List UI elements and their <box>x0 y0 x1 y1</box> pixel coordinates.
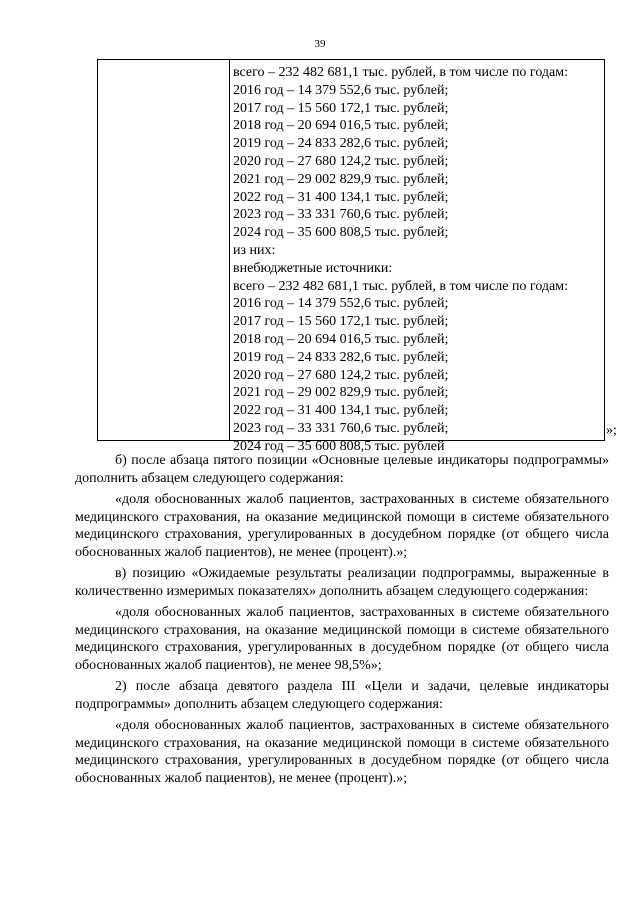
paragraph: б) после абзаца пятого позиции «Основные целевые индикаторы подпрограммы» дополнить абзацем следующего содержания: <box>75 453 609 486</box>
funding-line: из них: <box>233 242 276 258</box>
funding-line: 2016 год – 14 379 552,6 тыс. рублей; <box>233 82 449 98</box>
table-closing-quote: »; <box>606 423 617 438</box>
funding-line: 2017 год – 15 560 172,1 тыс. рублей; <box>233 100 449 116</box>
paragraph: «доля обоснованных жалоб пациентов, застрахованных в системе обязательного медицинского страхования, на оказание медицинской помощи в системе обязательного медицинского страхования, урегулированных в досудебном порядке (от общего числа обоснованных жалоб пациентов), не менее 98,5%»; <box>75 605 609 673</box>
funding-line: 2021 год – 29 002 829,9 тыс. рублей; <box>233 385 449 401</box>
funding-line: 2023 год – 33 331 760,6 тыс. рублей; <box>233 207 449 223</box>
funding-line: 2021 год – 29 002 829,9 тыс. рублей; <box>233 171 449 187</box>
paragraph: в) позицию «Ожидаемые результаты реализации подпрограммы, выраженные в количественно измеримых показателях» дополнить абзацем следующего содержания: <box>75 566 609 599</box>
funding-line: 2024 год – 35 600 808,5 тыс. рублей <box>233 438 445 454</box>
funding-line: внебюджетные источники: <box>233 260 393 276</box>
funding-line: 2020 год – 27 680 124,2 тыс. рублей; <box>233 153 449 169</box>
paragraph: «доля обоснованных жалоб пациентов, застрахованных в системе обязательного медицинского страхования, на оказание медицинской помощи в системе обязательного медицинского страхования, урегулированных в досудебном порядке (от общего числа обоснованных жалоб пациентов), не менее (процент).»; <box>75 718 609 786</box>
document-body <box>75 452 609 791</box>
funding-line: 2020 год – 27 680 124,2 тыс. рублей; <box>233 367 449 383</box>
funding-line: всего – 232 482 681,1 тыс. рублей, в том числе по годам: <box>233 278 569 294</box>
funding-line: 2024 год – 35 600 808,5 тыс. рублей; <box>233 225 449 241</box>
funding-line: 2017 год – 15 560 172,1 тыс. рублей; <box>233 314 449 330</box>
funding-line: 2022 год – 31 400 134,1 тыс. рублей; <box>233 189 449 205</box>
paragraph: «доля обоснованных жалоб пациентов, застрахованных в системе обязательного медицинского страхования, на оказание медицинской помощи в системе обязательного медицинского страхования, урегулированных в досудебном порядке (от общего числа обоснованных жалоб пациентов), не менее (процент).»; <box>75 492 609 560</box>
funding-line: 2016 год – 14 379 552,6 тыс. рублей; <box>233 296 449 312</box>
funding-line: 2019 год – 24 833 282,6 тыс. рублей; <box>233 349 449 365</box>
table-column-divider <box>229 60 230 440</box>
funding-line: 2019 год – 24 833 282,6 тыс. рублей; <box>233 136 449 152</box>
page-number: 39 <box>314 38 326 50</box>
funding-line: всего – 232 482 681,1 тыс. рублей, в том числе по годам: <box>233 65 569 80</box>
funding-line: 2022 год – 31 400 134,1 тыс. рублей; <box>233 403 449 419</box>
funding-table <box>97 59 605 454</box>
funding-cell <box>233 64 600 456</box>
funding-line: 2018 год – 20 694 016,5 тыс. рублей; <box>233 331 449 347</box>
funding-line: 2023 год – 33 331 760,6 тыс. рублей; <box>233 420 449 436</box>
paragraph: 2) после абзаца девятого раздела III «Цели и задачи, целевые индикаторы подпрограммы» дополнить абзацем следующего содержания: <box>75 679 609 712</box>
funding-line: 2018 год – 20 694 016,5 тыс. рублей; <box>233 118 449 134</box>
